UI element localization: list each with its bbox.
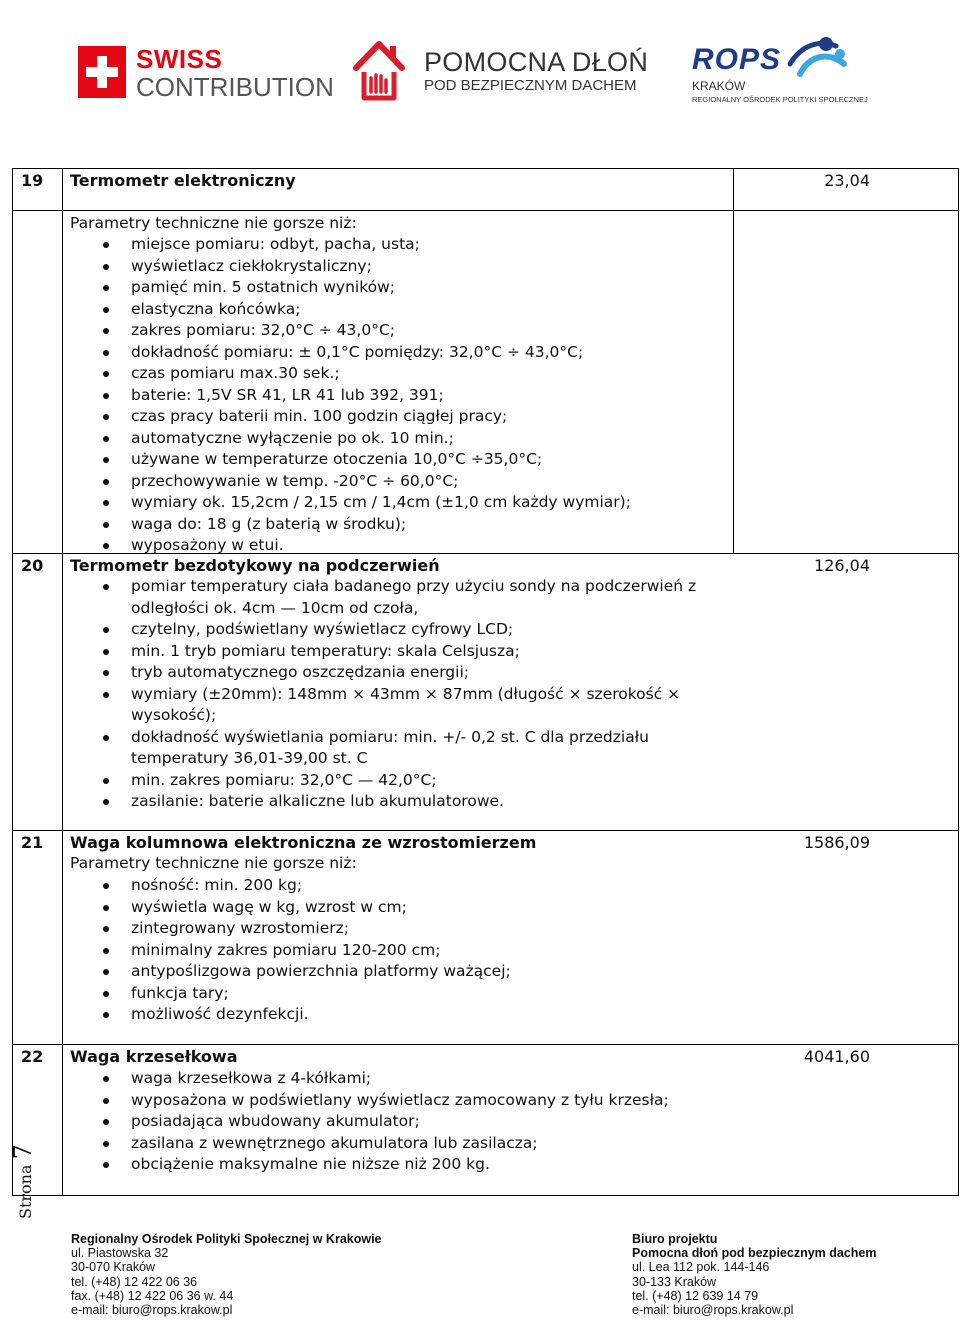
row-price: 1586,09	[803, 833, 870, 852]
row-19-header-divider	[12, 210, 959, 211]
list-item: przechowywanie w temp. -20°C ÷ 60,0°C;	[70, 471, 710, 493]
row-intro: Parametry techniczne nie gorsze niż:	[70, 214, 357, 232]
spec-list	[70, 875, 710, 1026]
footer-org-name: Regionalny Ośrodek Polityki Społecznej w Krakowie	[71, 1232, 382, 1246]
row-title: Termometr elektroniczny	[70, 171, 296, 190]
list-item: wymiary ok. 15,2cm / 2,15 cm / 1,4cm (±1,0 cm każdy wymiar);	[70, 492, 710, 514]
list-item: miejsce pomiaru: odbyt, pacha, usta;	[70, 234, 710, 256]
table-border-bottom	[12, 1195, 959, 1196]
row-22-divider	[12, 1044, 959, 1045]
list-item: możliwość dezynfekcji.	[70, 1004, 710, 1026]
list-item: dokładność wyświetlania pomiaru: min. +/- 0,2 st. C dla przedziału temperatury 36,01-39,00 st. C	[70, 727, 730, 770]
footer-email: e-mail: biuro@rops.krakow.pl	[71, 1303, 233, 1318]
pomocna-logo-line1: POMOCNA DŁOŃ	[424, 47, 649, 77]
spec-list	[70, 576, 730, 813]
list-item: wyposażona w podświetlany wyświetlacz zamocowany z tyłu krzesła;	[70, 1090, 710, 1112]
list-item: wyświetlacz ciekłokrystaliczny;	[70, 256, 710, 278]
list-item: wyświetla wagę w kg, wzrost w cm;	[70, 897, 710, 919]
list-item: wymiary (±20mm): 148mm × 43mm × 87mm (długość × szerokość × wysokość);	[70, 684, 730, 727]
row-price: 23,04	[824, 171, 870, 190]
swiss-flag-icon	[78, 46, 126, 98]
list-item: min. zakres pomiaru: 32,0°C — 42,0°C;	[70, 770, 730, 792]
spec-list	[70, 1068, 710, 1176]
table-border-left	[12, 168, 13, 1196]
list-item: wyposażony w etui.	[70, 535, 710, 557]
list-item: zasilanie: baterie alkaliczne lub akumulatorowe.	[70, 791, 730, 813]
list-item: posiadająca wbudowany akumulator;	[70, 1111, 710, 1133]
row-title: Waga krzesełkowa	[70, 1047, 238, 1066]
list-item: używane w temperaturze otoczenia 10,0°C ÷35,0°C;	[70, 449, 710, 471]
list-item: dokładność pomiaru: ± 0,1°C pomiędzy: 32,0°C ÷ 43,0°C;	[70, 342, 710, 364]
row-21-divider	[12, 830, 959, 831]
row-intro: Parametry techniczne nie gorsze niż:	[70, 854, 357, 872]
house-hand-icon	[350, 38, 408, 104]
footer-fax: fax. (+48) 12 422 06 36 w. 44	[71, 1288, 234, 1303]
rops-logo-city: KRAKÓW	[692, 79, 746, 93]
footer-left	[71, 1232, 382, 1317]
list-item: baterie: 1,5V SR 41, LR 41 lub 392, 391;	[70, 385, 710, 407]
swiss-logo-line2: CONTRIBUTION	[136, 72, 334, 102]
row-title: Waga kolumnowa elektroniczna ze wzrostomierzem	[70, 833, 537, 852]
list-item: czytelny, podświetlany wyświetlacz cyfrowy LCD;	[70, 619, 730, 641]
footer-address: ul. Piastowska 32	[71, 1246, 169, 1261]
rops-logo-word: ROPS	[692, 43, 782, 76]
row-price: 126,04	[814, 556, 870, 575]
footer-phone: tel. (+48) 12 422 06 36	[71, 1274, 198, 1289]
row-number: 22	[21, 1047, 44, 1066]
swiss-logo-line1: SWISS	[136, 44, 223, 74]
footer-right	[632, 1232, 876, 1317]
list-item: antypoślizgowa powierzchnia platformy ważącej;	[70, 961, 710, 983]
row-title: Termometr bezdotykowy na podczerwień	[70, 556, 440, 575]
footer-office-name: Biuro projektu	[632, 1232, 718, 1246]
number-column-divider	[62, 168, 63, 1196]
list-item: funkcja tary;	[70, 983, 710, 1005]
list-item: pamięć min. 5 ostatnich wyników;	[70, 277, 710, 299]
pomocna-dlon-logo	[350, 38, 660, 104]
footer-address: ul. Lea 112 pok. 144-146	[632, 1260, 770, 1275]
table-border-right	[958, 168, 959, 1196]
list-item: zintegrowany wzrostomierz;	[70, 918, 710, 940]
list-item: nośność: min. 200 kg;	[70, 875, 710, 897]
table-border-top	[12, 168, 959, 169]
list-item: czas pracy baterii min. 100 godzin ciągłej pracy;	[70, 406, 710, 428]
list-item: zakres pomiaru: 32,0°C ÷ 43,0°C;	[70, 320, 710, 342]
page-number-value: 7	[9, 1144, 37, 1160]
rops-swirl-icon	[780, 34, 850, 84]
list-item: tryb automatycznego oszczędzania energii;	[70, 662, 730, 684]
rops-logo	[692, 34, 872, 110]
page-label: Strona	[16, 1164, 35, 1219]
list-item: automatyczne wyłączenie po ok. 10 min.;	[70, 428, 710, 450]
list-item: waga do: 18 g (z baterią w środku);	[70, 514, 710, 536]
list-item: min. 1 tryb pomiaru temperatury: skala Celsjusza;	[70, 641, 730, 663]
list-item: czas pomiaru max.30 sek.;	[70, 363, 710, 385]
spec-list	[70, 234, 710, 557]
footer-email: e-mail: biuro@rops.krakow.pl	[632, 1303, 794, 1318]
list-item: zasilana z wewnętrznego akumulatora lub zasilacza;	[70, 1133, 710, 1155]
page-number	[9, 1099, 35, 1219]
swiss-contribution-logo	[78, 44, 334, 104]
price-column-divider	[733, 168, 734, 554]
rops-logo-subtitle: REGIONALNY OŚRODEK POLITYKI SPOŁECZNEJ	[692, 95, 868, 104]
footer-project-name: Pomocna dłoń pod bezpiecznym dachem	[632, 1246, 877, 1261]
footer-phone: tel. (+48) 12 639 14 79	[632, 1288, 759, 1303]
list-item: minimalny zakres pomiaru 120-200 cm;	[70, 940, 710, 962]
pomocna-logo-line2: POD BEZPIECZNYM DACHEM	[424, 77, 637, 94]
list-item: elastyczna końcówka;	[70, 299, 710, 321]
row-number: 21	[21, 833, 44, 852]
row-number: 19	[21, 171, 44, 190]
list-item: pomiar temperatury ciała badanego przy użyciu sondy na podczerwień z odległości ok. 4cm — 10cm od czoła,	[70, 576, 730, 619]
row-number: 20	[21, 556, 44, 575]
footer-city: 30-133 Kraków	[632, 1274, 717, 1289]
row-price: 4041,60	[803, 1047, 870, 1066]
list-item: waga krzesełkowa z 4-kółkami;	[70, 1068, 710, 1090]
footer-city: 30-070 Kraków	[71, 1260, 156, 1275]
list-item: obciążenie maksymalne nie niższe niż 200 kg.	[70, 1154, 710, 1176]
